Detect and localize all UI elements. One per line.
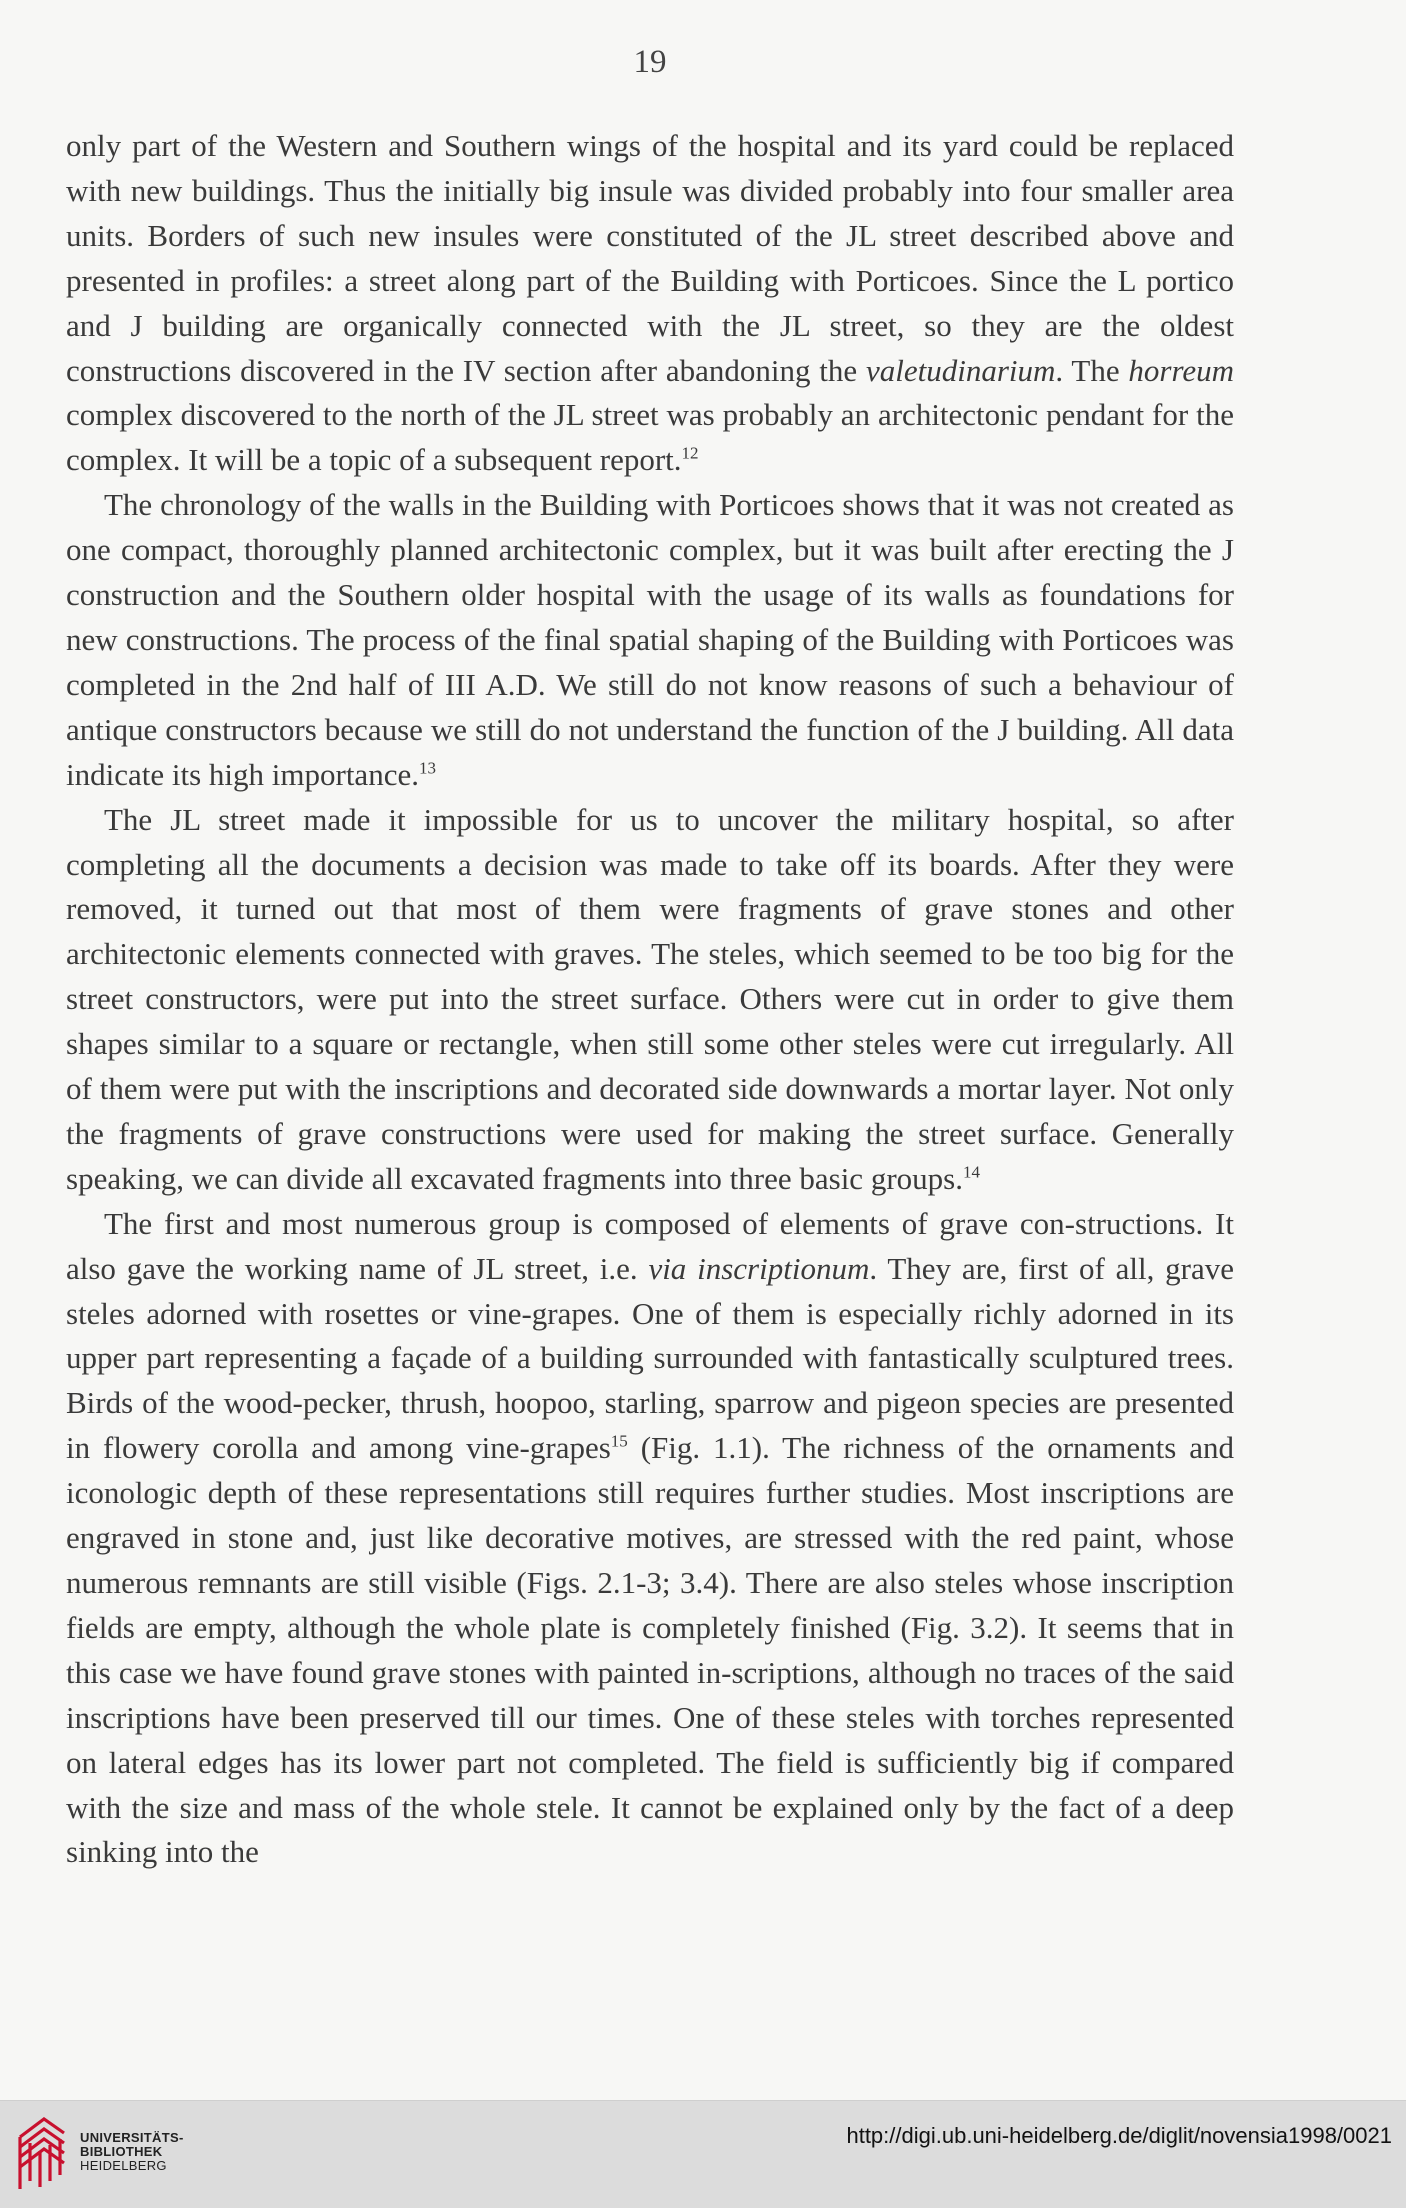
- italic-term: via inscriptionum: [648, 1250, 870, 1286]
- footnote-marker: 13: [418, 758, 436, 778]
- body-text: [66, 124, 1234, 1875]
- digital-library-url-link[interactable]: http://digi.ub.uni-heidelberg.de/diglit/novensia1998/0021: [846, 2123, 1392, 2148]
- footnote-marker: 14: [962, 1162, 980, 1182]
- footnote-marker: 12: [681, 444, 699, 464]
- text-run: . The: [1055, 352, 1129, 388]
- italic-term: horreum: [1128, 352, 1235, 388]
- text-run: . They are, first of all, grave steles adorned with rosettes or vine-grapes. One of them is especially richly adorned in its upper part representing a façade of a building surrounded with fantastically sculptured trees. Birds of the wood-pecker, thrush, hoopoo, starling, sparrow and pigeon species are presented in flowery corolla and among vine-grapes: [66, 1250, 1234, 1466]
- paragraph: [66, 798, 1234, 1202]
- text-run: (Fig. 1.1). The richness of the ornaments and iconologic depth of these representations still requires further studies. Most inscriptions are engraved in stone and, just like decorative motives, are stressed with the red paint, whose numerous remnants are still visible (Figs. 2.1-3; 3.4). There are also steles whose inscription fields are empty, although the whole plate is completely finished (Fig. 3.2). It seems that in this case we have found grave stones with painted in-scriptions, although no traces of the said inscriptions have been preserved till our times. One of these steles with torches represented on lateral edges has its lower part not completed. The field is sufficiently big if compared with the size and mass of the whole stele. It cannot be explained only by the fact of a deep sinking into the: [66, 1430, 1234, 1870]
- paragraph: [66, 1202, 1234, 1876]
- paragraph: [66, 483, 1234, 797]
- library-name-line: UNIVERSITÄTS-: [80, 2130, 184, 2145]
- italic-term: valetudinarium: [865, 352, 1056, 388]
- library-name: [80, 2131, 184, 2173]
- footer-bar: [0, 2100, 1406, 2208]
- text-run: The chronology of the walls in the Building with Porticoes shows that it was not created as one compact, thoroughly planned architectonic complex, but it was built after erecting the J construction and the Southern older hospital with the usage of its walls as foundations for new constructions. The process of the final spatial shaping of the Building with Porticoes was completed in the 2nd half of III A.D. We still do not know reasons of such a behaviour of antique constructors because we still do not understand the function of the J building. All data indicate its high importance.: [66, 487, 1234, 792]
- text-run: complex discovered to the north of the JL street was probably an architectonic pendant for the complex. It will be a topic of a subsequent report.: [66, 397, 1234, 478]
- text-run: The first and most numerous group is composed of elements of grave con-structions. It also gave the working name of JL street, i.e.: [66, 1205, 1234, 1286]
- text-run: only part of the Western and Southern wings of the hospital and its yard could be replaced with new buildings. Thus the initially big insule was divided probably into four smaller area units. Borders of such new insules were constituted of the JL street described above and presented in profiles: a street along part of the Building with Porticoes. Since the L portico and J building are organically connected with the JL street, so they are the oldest constructions discovered in the IV section after abandoning the: [66, 128, 1234, 388]
- page-number: 19: [633, 44, 667, 80]
- library-name-line: BIBLIOTHEK: [80, 2144, 163, 2159]
- footnote-marker: 15: [610, 1431, 628, 1451]
- library-name-line: HEIDELBERG: [80, 2158, 167, 2173]
- text-run: The JL street made it impossible for us to uncover the military hospital, so after completing all the documents a decision was made to take off its boards. After they were removed, it turned out that most of them were fragments of grave stones and other architectonic elements connected with graves. The steles, which seemed to be too big for the street constructors, were put into the street surface. Others were cut in order to give them shapes similar to a square or rectangle, when still some other steles were cut irregularly. All of them were put with the inscriptions and decorated side downwards a mortar layer. Not only the fragments of grave constructions were used for making the street surface. Generally speaking, we can divide all excavated fragments into three basic groups.: [66, 801, 1234, 1196]
- paragraph: [66, 124, 1234, 483]
- university-library-logo-icon: [14, 2115, 70, 2193]
